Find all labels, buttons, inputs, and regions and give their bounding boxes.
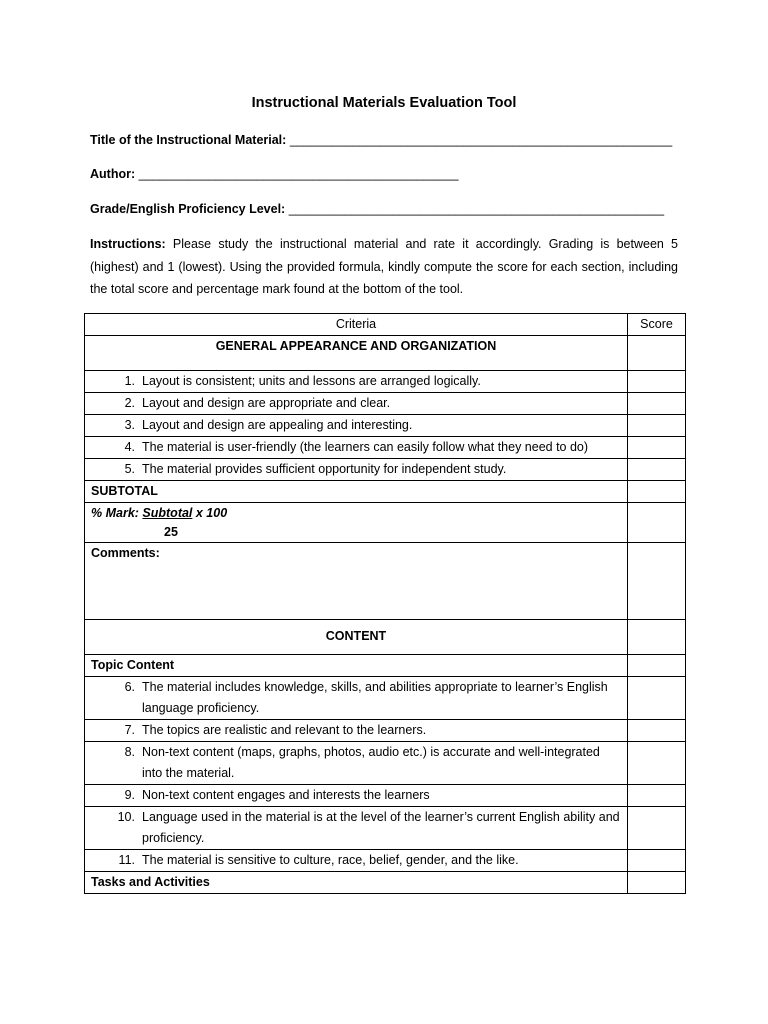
subtotal-row: [85, 481, 686, 503]
subtotal-label: SUBTOTAL: [85, 481, 628, 503]
field-grade-level: [90, 202, 664, 216]
item-number: 7.: [124, 723, 135, 737]
table-row: [85, 850, 686, 872]
comments-label: Comments:: [85, 543, 628, 620]
field-material-title: [90, 133, 672, 147]
score-cell[interactable]: [628, 437, 686, 459]
evaluation-table: [84, 313, 686, 894]
mark-subtotal: Subtotal: [142, 506, 193, 520]
table-row: [85, 459, 686, 481]
item-number: 4.: [124, 440, 135, 454]
item-number: 1.: [124, 374, 135, 388]
item-text: The material provides sufficient opportunity for independent study.: [142, 462, 507, 476]
section-content: CONTENT: [85, 620, 628, 655]
item-text: Layout is consistent; units and lessons are arranged logically.: [142, 374, 481, 388]
score-cell[interactable]: [628, 543, 686, 620]
item-number: 5.: [124, 462, 135, 476]
table-row: [85, 371, 686, 393]
field-author: [90, 167, 458, 181]
score-cell[interactable]: [628, 503, 686, 543]
item-text: The material is user-friendly (the learners can easily follow what they need to do): [142, 440, 589, 454]
header-score: Score: [628, 314, 686, 336]
score-cell[interactable]: [628, 481, 686, 503]
item-text: The material includes knowledge, skills, and abilities appropriate to learner’s English language proficiency.: [142, 680, 608, 715]
field-label: Title of the Instructional Material:: [90, 133, 287, 147]
item-number: 10.: [117, 810, 135, 824]
instructions-lead: Instructions:: [90, 237, 166, 251]
item-number: 8.: [124, 745, 135, 759]
table-row: [85, 807, 686, 850]
table-row: [85, 393, 686, 415]
field-label: Grade/English Proficiency Level:: [90, 202, 286, 216]
score-cell[interactable]: [628, 459, 686, 481]
table-row: [85, 742, 686, 785]
instructions-text: Please study the instructional material and rate it accordingly. Grading is between 5 (highest) and 1 (lowest). Using the provided formula, kindly compute the score for each section, including the total score and percentage mark found at the bottom of the tool.: [90, 237, 678, 296]
item-number: 9.: [124, 788, 135, 802]
table-row: [85, 677, 686, 720]
subsection-topic-content: Topic Content: [85, 655, 628, 677]
header-criteria: Criteria: [85, 314, 628, 336]
subsection-row: [85, 655, 686, 677]
table-row: [85, 785, 686, 807]
item-text: Non-text content engages and interests the learners: [142, 788, 430, 802]
section-row: [85, 336, 686, 371]
table-row: [85, 415, 686, 437]
item-text: Layout and design are appropriate and clear.: [142, 396, 391, 410]
item-text: The topics are realistic and relevant to the learners.: [142, 723, 427, 737]
table-header-row: [85, 314, 686, 336]
percent-mark-formula: [91, 503, 621, 523]
score-cell[interactable]: [628, 850, 686, 872]
subsection-tasks-activities: Tasks and Activities: [85, 872, 628, 894]
score-cell[interactable]: [628, 336, 686, 371]
score-cell[interactable]: [628, 785, 686, 807]
score-cell[interactable]: [628, 720, 686, 742]
score-cell[interactable]: [628, 872, 686, 894]
item-text: The material is sensitive to culture, race, belief, gender, and the like.: [142, 853, 519, 867]
mark-suffix: x 100: [192, 506, 228, 520]
item-text: Language used in the material is at the level of the learner’s current English ability and proficiency.: [142, 810, 620, 845]
field-label: Author:: [90, 167, 136, 181]
score-cell[interactable]: [628, 655, 686, 677]
document-title: Instructional Materials Evaluation Tool: [251, 95, 517, 111]
field-blank-line: ______________________________________________________: [288, 202, 665, 216]
item-number: 2.: [124, 396, 135, 410]
score-cell[interactable]: [628, 415, 686, 437]
field-blank-line: _______________________________________________________: [289, 133, 673, 147]
percent-mark-row: [85, 503, 686, 543]
field-blank-line: ______________________________________________: [138, 167, 459, 181]
comments-row: [85, 543, 686, 620]
score-cell[interactable]: [628, 620, 686, 655]
instructions-paragraph: [90, 233, 678, 301]
mark-denominator: 25: [164, 525, 178, 539]
score-cell[interactable]: [628, 742, 686, 785]
score-cell[interactable]: [628, 807, 686, 850]
table-row: [85, 437, 686, 459]
item-number: 3.: [124, 418, 135, 432]
section-row: [85, 620, 686, 655]
item-number: 11.: [118, 853, 135, 867]
table-row: [85, 720, 686, 742]
section-general-appearance: GENERAL APPEARANCE AND ORGANIZATION: [85, 336, 628, 371]
score-cell[interactable]: [628, 393, 686, 415]
item-text: Non-text content (maps, graphs, photos, audio etc.) is accurate and well-integrated into the material.: [142, 745, 600, 780]
item-text: Layout and design are appealing and interesting.: [142, 418, 413, 432]
score-cell[interactable]: [628, 677, 686, 720]
subsection-row: [85, 872, 686, 894]
mark-prefix: % Mark:: [91, 506, 143, 520]
score-cell[interactable]: [628, 371, 686, 393]
item-number: 6.: [124, 680, 135, 694]
